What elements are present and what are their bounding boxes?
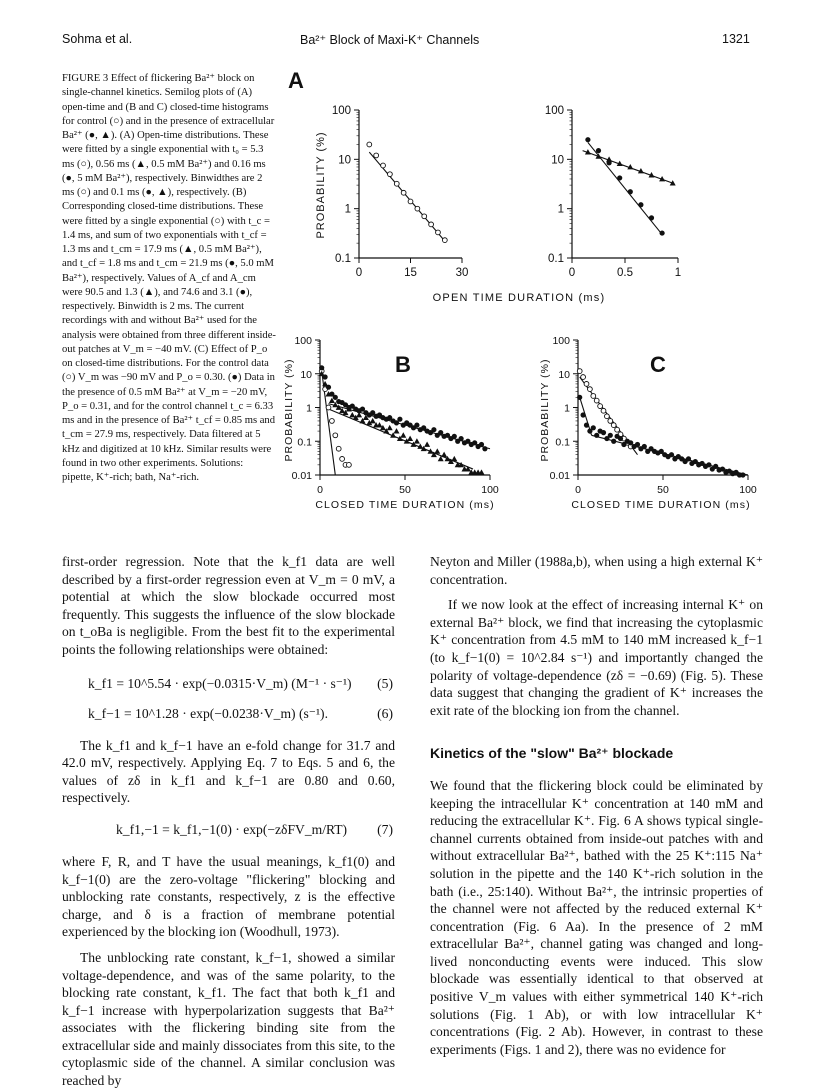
data-point-open-circle bbox=[611, 423, 616, 428]
data-point-filled-triangle bbox=[451, 456, 457, 461]
right-column bbox=[430, 553, 763, 1058]
data-point-filled-circle bbox=[601, 430, 606, 435]
equation-6-number: (6) bbox=[377, 705, 393, 721]
x-tick-label: 100 bbox=[739, 484, 757, 496]
data-point-filled-circle bbox=[740, 472, 745, 477]
data-point-filled-circle bbox=[323, 374, 328, 379]
data-point-filled-circle bbox=[326, 385, 331, 390]
y-tick-label: 10 bbox=[551, 154, 564, 167]
running-author: Sohma et al. bbox=[62, 32, 133, 46]
paragraph: first-order regression. Note that the k_f1 data are well described by a first-order regression even at V_m = 0 mV, a potential at which the slow blockade occurred most frequently. This suggests the influence of the slow blockade on t_oBa is negligible. From the best fit to the experimental points the following relationships were obtained: bbox=[62, 554, 395, 657]
data-point-open-circle bbox=[429, 222, 434, 227]
data-point-open-circle bbox=[588, 387, 593, 392]
x-tick-label: 0 bbox=[317, 484, 323, 496]
y-tick-label: 1 bbox=[564, 402, 570, 415]
data-point-filled-circle bbox=[635, 442, 640, 447]
y-tick-label: 10 bbox=[338, 154, 351, 167]
data-point-filled-circle bbox=[414, 423, 419, 428]
y-tick-label: 1 bbox=[557, 203, 564, 216]
data-point-filled-circle bbox=[482, 446, 487, 451]
x-tick-label: 50 bbox=[399, 484, 411, 496]
x-axis-label-closed-c: CLOSED TIME DURATION (ms) bbox=[571, 499, 751, 511]
x-tick-label: 1 bbox=[674, 267, 682, 279]
data-point-open-circle bbox=[605, 414, 610, 419]
y-axis-label-c: PROBABILITY (%) bbox=[539, 358, 551, 462]
data-point-open-circle bbox=[340, 456, 345, 461]
x-tick-label: 100 bbox=[481, 484, 499, 496]
panel-label-b: B bbox=[395, 352, 411, 377]
y-tick-label: 0.1 bbox=[335, 253, 351, 265]
data-point-filled-circle bbox=[686, 456, 691, 461]
data-point-filled-triangle bbox=[370, 418, 376, 423]
data-point-open-circle bbox=[608, 419, 613, 424]
panel-label-c: C bbox=[650, 352, 666, 377]
data-point-filled-triangle bbox=[387, 425, 393, 430]
x-tick-label: 30 bbox=[455, 267, 469, 279]
data-point-filled-triangle bbox=[407, 436, 413, 441]
data-point-filled-circle bbox=[617, 175, 622, 180]
data-point-open-circle bbox=[330, 419, 335, 424]
data-point-open-circle bbox=[594, 398, 599, 403]
data-point-open-circle bbox=[601, 408, 606, 413]
y-tick-label: 10 bbox=[558, 368, 570, 381]
data-point-filled-triangle bbox=[394, 428, 400, 433]
data-point-open-circle bbox=[422, 214, 427, 219]
paragraph: If we now look at the effect of increasing internal K⁺ on external Ba²⁺ block, we find that increasing the cytoplasmic K⁺ concentration from 4.5 mM to 140 mM increased k_f−1 (to k_f−1(0) = 10^2.84 s⁻¹) and importantly changed the polarity of voltage-dependence (zδ = −0.69) (Fig. 5). These data suggest that changing the gradient of K⁺ increases the exit rate of the blocking ion from the channel. bbox=[430, 597, 763, 718]
x-tick-label: 0 bbox=[568, 267, 576, 279]
data-point-open-circle bbox=[591, 394, 596, 399]
x-tick-label: 0.5 bbox=[617, 267, 633, 279]
y-axis-label-a: PROBABILITY (%) bbox=[315, 131, 327, 239]
equation-5-body: k_f1 = 10^5.54 · exp(−0.0315·V_m) (M⁻¹ · s⁻¹) bbox=[88, 675, 352, 691]
paragraph: The unblocking rate constant, k_f−1, showed a similar voltage-dependence, and was of the same polarity, to the blocking rate constant, k_f1. The fact that both k_f1 and k_f−1 increase with hyperpolarization suggests that Ba²⁺ associates with the flickering binding site from the extracellular side and mainly dissociates from this site, to the cytoplasmic side of the channel. A similar conclusion was reached by bbox=[62, 949, 395, 1089]
page-number: 1321 bbox=[722, 32, 750, 46]
data-point-filled-circle bbox=[431, 427, 436, 432]
data-point-open-circle bbox=[584, 382, 589, 387]
y-tick-label: 100 bbox=[331, 105, 351, 117]
data-point-filled-circle bbox=[581, 412, 586, 417]
data-point-filled-circle bbox=[585, 137, 590, 142]
data-point-filled-circle bbox=[594, 433, 599, 438]
data-point-filled-circle bbox=[596, 148, 601, 153]
data-point-open-circle bbox=[598, 404, 603, 409]
data-point-open-circle bbox=[326, 405, 331, 410]
data-point-filled-circle bbox=[706, 462, 711, 467]
data-point-open-circle bbox=[336, 446, 341, 451]
data-point-filled-circle bbox=[611, 439, 616, 444]
running-title: Ba²⁺ Block of Maxi-K⁺ Channels bbox=[300, 33, 480, 47]
data-point-filled-circle bbox=[649, 215, 654, 220]
y-tick-label: 0.1 bbox=[297, 436, 312, 449]
equation-7 bbox=[62, 815, 395, 845]
y-tick-label: 0.1 bbox=[555, 436, 570, 449]
data-point-open-circle bbox=[374, 153, 379, 158]
data-point-filled-triangle bbox=[400, 432, 406, 437]
data-point-open-circle bbox=[394, 181, 399, 186]
panel-label-a: A bbox=[288, 68, 304, 93]
y-tick-label: 0.1 bbox=[548, 253, 564, 265]
data-point-filled-triangle bbox=[349, 412, 355, 417]
y-tick-label: 10 bbox=[300, 368, 312, 381]
y-tick-label: 0.01 bbox=[549, 470, 570, 482]
data-point-filled-circle bbox=[452, 434, 457, 439]
data-point-filled-triangle bbox=[414, 438, 420, 443]
y-tick-label: 100 bbox=[544, 105, 564, 117]
data-point-open-circle bbox=[347, 462, 352, 467]
y-tick-label: 1 bbox=[344, 203, 351, 216]
fit-line bbox=[583, 151, 673, 183]
data-point-filled-triangle bbox=[441, 452, 447, 457]
equation-6-body: k_f−1 = 10^1.28 · exp(−0.0238·V_m) (s⁻¹). bbox=[88, 705, 328, 721]
data-point-filled-triangle bbox=[434, 448, 440, 453]
data-point-open-circle bbox=[381, 163, 386, 168]
x-tick-label: 50 bbox=[657, 484, 669, 496]
data-point-filled-circle bbox=[577, 395, 582, 400]
data-point-filled-circle bbox=[459, 436, 464, 441]
data-point-filled-circle bbox=[584, 423, 589, 428]
x-tick-label: 15 bbox=[404, 267, 417, 279]
data-point-filled-circle bbox=[669, 452, 674, 457]
paragraph: We found that the flickering block could be eliminated by keeping the intracellular K⁺ concentration at 140 mM and reducing the extracellular K⁺. Fig. 6 A shows typical single-channel currents obtained from inside-out patches with and without extracellular Ba²⁺, bathed with the 25 K⁺:115 Na⁺ solution in the pipette and the 140 K⁺-rich solution in the bath (i.e., 25:140). Without Ba²⁺, the intrinsic properties of the channel were not affected by the reduced external K⁺ concentration (Fig. 6 Aa). In the presence of 2 mM extracellular Ba²⁺, channel gating was changed and long-lived nonconducting events were induced. This slow blockade was essentially identical to that observed at positive V_m values with either symmetrical 140 K⁺-rich solutions (Fig. 1 Ab), or with low intracellular K⁺ concentrations (Fig. 2 Ab). However, in contrast to these experiments (Figs. 1 and 2), there was no evidence for bbox=[430, 777, 763, 1057]
data-point-open-circle bbox=[367, 142, 372, 147]
equation-5 bbox=[62, 669, 395, 699]
equation-6 bbox=[62, 699, 395, 729]
data-point-filled-triangle bbox=[424, 442, 430, 447]
data-point-open-circle bbox=[333, 433, 338, 438]
caption-text: FIGURE 3 Effect of flickering Ba²⁺ block on single-channel kinetics. Semilog plots of (A) open-time and (B and C) closed-time histograms for control (○) and in the presence of extracellular Ba²⁺ (●, ▲). (A) Open-time distributions. These were fitted by a single exponential with t₀ = 5.3 ms (○), 0.56 ms (▲, 0.5 mM Ba²⁺) and 0.16 ms (●, 5 mM Ba²⁺), respectively. Binwidthes are 2 ms (○) and 0.1 ms (●, ▲), respectively. (B) Corresponding closed-time distributions. These were fitted by a single exponential (○) with t_c = 1.4 ms, and sum of two exponentials with t_cf = 1.3 ms and t_cm = 17.9 ms (▲, 0.5 mM Ba²⁺), and t_cf = 1.8 ms and t_cm = 21.9 ms (●, 5.0 mM Ba²⁺), respectively. Values of A_cf and A_cm were 90.5 and 1.3 (▲), and 74.6 and 3.1 (●), respectively. Binwidth is 2 ms. The current recordings with and without Ba²⁺ used for the analysis were obtained from three different inside-out patches at V_m = −40 mV. (C) Effect of P_o on closed-time distributions. For the control data (○) V_m was −90 mV and P_o = 0.30. (●) Data in the presence of 0.5 mM Ba²⁺ at V_m = −20 mV, P_o = 0.31, and for the control channel t_c = 6.33 ms and in the presence of Ba²⁺ t_cf = 0.85 ms and t_cm = 27.9 ms, respectively. Data filtered at 5 kHz and digitized at 10 kHz. Similar results were found in two other experiments. Solutions: pipette, K⁺-rich; bath, Na⁺-rich. bbox=[62, 73, 276, 483]
x-axis-label-open: OPEN TIME DURATION (ms) bbox=[432, 292, 606, 304]
data-point-filled-circle bbox=[642, 444, 647, 449]
data-point-open-circle bbox=[615, 427, 620, 432]
data-point-filled-circle bbox=[607, 160, 612, 165]
data-point-open-circle bbox=[442, 238, 447, 243]
paragraph: Neyton and Miller (1988a,b), when using a high external K⁺ concentration. bbox=[430, 554, 763, 587]
section-heading: Kinetics of the "slow" Ba²⁺ blockade bbox=[430, 745, 674, 762]
data-point-open-circle bbox=[581, 375, 586, 380]
data-point-filled-circle bbox=[333, 395, 338, 400]
data-point-filled-circle bbox=[660, 230, 665, 235]
paragraph: The k_f1 and k_f−1 have an e-fold change for 31.7 and 42.0 mV, respectively. Applying Eq. 7 to Eqs. 5 and 6, the values of zδ in k_f1 and k_f−1 are 0.80 and 0.60, respectively. bbox=[62, 737, 395, 806]
left-column bbox=[62, 553, 395, 1090]
data-point-open-circle bbox=[408, 199, 413, 204]
data-point-filled-circle bbox=[591, 425, 596, 430]
equation-5-number: (5) bbox=[377, 675, 393, 691]
x-tick-label: 0 bbox=[355, 267, 363, 279]
data-point-open-circle bbox=[401, 190, 406, 195]
y-tick-label: 1 bbox=[306, 402, 312, 415]
data-point-open-circle bbox=[436, 230, 441, 235]
paragraph: where F, R, and T have the usual meanings, k_f1(0) and k_f−1(0) are the zero-voltage "flickering" blocking and unblocking rate constants, respectively, z is the effective charge, and δ is a fraction of membrane potential experienced by the blocking ion (Woodhull, 1973). bbox=[62, 853, 395, 940]
data-point-filled-circle bbox=[479, 442, 484, 447]
equation-7-body: k_f1,−1 = k_f1,−1(0) · exp(−zδFV_m/RT) bbox=[116, 821, 348, 837]
y-tick-label: 100 bbox=[294, 335, 312, 347]
data-point-open-circle bbox=[577, 369, 582, 374]
x-axis-label-closed-b: CLOSED TIME DURATION (ms) bbox=[315, 499, 495, 511]
data-point-filled-circle bbox=[618, 436, 623, 441]
data-point-filled-circle bbox=[319, 365, 324, 370]
data-point-filled-circle bbox=[638, 202, 643, 207]
data-point-filled-circle bbox=[608, 433, 613, 438]
data-point-filled-circle bbox=[628, 189, 633, 194]
equation-7-number: (7) bbox=[377, 821, 393, 837]
data-point-open-circle bbox=[415, 206, 420, 211]
y-axis-label-b: PROBABILITY (%) bbox=[283, 358, 295, 462]
y-tick-label: 0.01 bbox=[291, 470, 312, 482]
y-tick-label: 100 bbox=[552, 335, 570, 347]
x-tick-label: 0 bbox=[575, 484, 581, 496]
data-point-open-circle bbox=[388, 172, 393, 177]
figure-3 bbox=[0, 0, 816, 520]
data-point-filled-circle bbox=[397, 417, 402, 422]
